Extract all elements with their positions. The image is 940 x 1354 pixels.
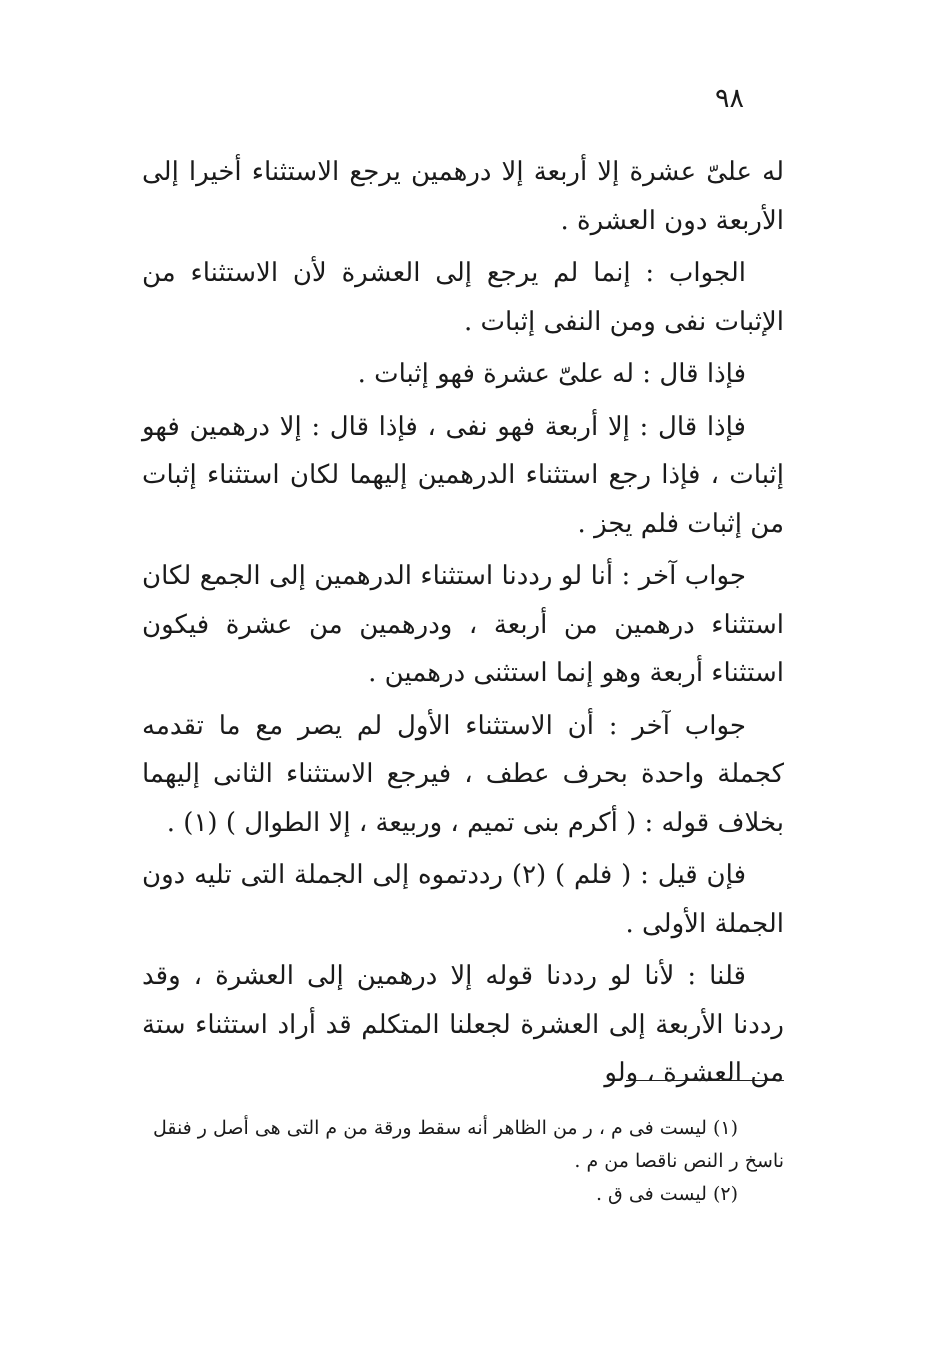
paragraph: جواب آخر : أنا لو رددنا استثناء الدرهمين إلى الجمع لكان استثناء درهمين من أربعة ، ودرهمين من عشرة فيكون استثناء أربعة وهو إنما استثنى درهمين . bbox=[142, 561, 784, 688]
paragraph: فإن قيل : ( فلم ) (٢) رددتموه إلى الجملة التى تليه دون الجملة الأولى . bbox=[142, 860, 784, 939]
footnote-2: (٢) ليست فى ق . bbox=[595, 1183, 738, 1205]
footnote-divider bbox=[626, 1080, 784, 1081]
paragraph: له علىّ عشرة إلا أربعة إلا درهمين يرجع الاستثناء أخيرا إلى الأربعة دون العشرة . bbox=[142, 157, 784, 236]
footnote-1-line-1: (١) ليست فى م ، ر من الظاهر أنه سقط ورقة من م التى هى أصل ر فنقل bbox=[152, 1117, 738, 1139]
main-text bbox=[142, 148, 784, 1102]
page-number: ٩٨ bbox=[714, 83, 744, 114]
footnotes bbox=[142, 1112, 784, 1211]
paragraph: الجواب : إنما لم يرجع إلى العشرة لأن الاستثناء من الإثبات نفى ومن النفى إثبات . bbox=[142, 258, 784, 337]
footnote-1-line-2: ناسخ ر النص ناقصا من م . bbox=[574, 1150, 784, 1172]
paragraph: فإذا قال : إلا أربعة فهو نفى ، فإذا قال : إلا درهمين فهو إثبات ، فإذا رجع استثناء الدرهمين إليهما لكان استثناء إثبات من إثبات فلم يجز . bbox=[142, 411, 784, 539]
paragraph: قلنا : لأنا لو رددنا قوله إلا درهمين إلى العشرة ، وقد رددنا الأربعة إلى العشرة لجعلنا المتكلم قد أراد استثناء ستة من العشرة ، ولو bbox=[142, 961, 784, 1088]
paragraph: جواب آخر : أن الاستثناء الأول لم يصر مع ما تقدمه كجملة واحدة بحرف عطف ، فيرجع الاستثناء الثانى إليهما بخلاف قوله : ( أكرم بنى تميم ، وربيعة ، إلا الطوال ) (١) . bbox=[142, 710, 784, 838]
paragraph: فإذا قال : له علىّ عشرة فهو إثبات . bbox=[357, 359, 746, 389]
